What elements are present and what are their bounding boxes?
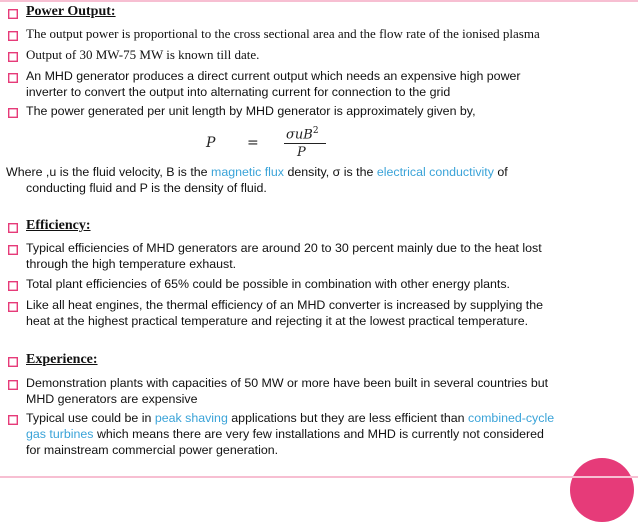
list-item-text: The power generated per unit length by MHD generator is approximately given by, [26, 104, 476, 118]
formula-lhs: P [206, 135, 216, 151]
formula-numerator [286, 126, 319, 142]
text-run: applications but they are less efficient than [227, 411, 469, 425]
text-line: through the high temperature exhaust. [26, 257, 237, 271]
efficiency-heading: Efficiency: [26, 218, 91, 233]
decorative-pink-circle [570, 458, 634, 522]
text-run: which means there are very few installations and MHD is currently not considered [93, 427, 544, 441]
formula-exponent: 2 [312, 126, 319, 136]
text-line: inverter to convert the output into alternating current for connection to the grid [26, 85, 451, 99]
formula-equals: = [247, 135, 259, 151]
text-line: for mainstream commercial power generation. [26, 443, 279, 457]
checkbox-bullet-icon [8, 243, 18, 253]
list-item-text [26, 375, 633, 407]
text-line: MHD generators are expensive [26, 392, 198, 406]
text-run: of [493, 165, 508, 179]
checkbox-bullet-icon [8, 106, 18, 116]
text-line: conducting fluid and P is the density of fluid. [26, 181, 267, 195]
checkbox-bullet-icon [8, 7, 18, 17]
bottom-rule [0, 476, 638, 478]
text-run: Where ,u is the fluid velocity, B is the [6, 165, 211, 179]
checkbox-bullet-icon [8, 29, 18, 39]
checkbox-bullet-icon [8, 221, 18, 231]
checkbox-bullet-icon [8, 413, 18, 423]
fraction-bar [284, 143, 326, 144]
top-rule [0, 0, 638, 2]
checkbox-bullet-icon [8, 355, 18, 365]
list-item-text [26, 297, 633, 329]
list-item-text: The output power is proportional to the cross sectional area and the flow rate of the ionised plasma [26, 26, 540, 41]
checkbox-bullet-icon [8, 378, 18, 388]
gas-turbines-link[interactable]: gas turbines [26, 427, 94, 441]
list-item-text [26, 410, 633, 458]
text-line: Like all heat engines, the thermal efficiency of an MHD converter is increased by supplying the [26, 298, 544, 312]
checkbox-bullet-icon [8, 279, 18, 289]
magnetic-flux-link[interactable]: magnetic flux [211, 165, 285, 179]
checkbox-bullet-icon [8, 300, 18, 310]
checkbox-bullet-icon [8, 50, 18, 60]
power-output-heading: Power Output: [26, 4, 116, 19]
list-item-text [26, 240, 633, 272]
text-run: density, σ is the [284, 165, 377, 179]
text-line: heat at the highest practical temperature and rejecting it at the lowest practical temperature. [26, 314, 529, 328]
text-run: Typical use could be in [26, 411, 155, 425]
formula-denominator: P [297, 145, 306, 160]
text-line: An MHD generator produces a direct current output which needs an expensive high power [26, 69, 521, 83]
text-line: Typical efficiencies of MHD generators are around 20 to 30 percent mainly due to the heat lost [26, 241, 542, 255]
power-formula [206, 126, 336, 160]
electrical-conductivity-link[interactable]: electrical conductivity [376, 165, 494, 179]
peak-shaving-link[interactable]: peak shaving [154, 411, 228, 425]
list-item-text: Total plant efficiencies of 65% could be possible in combination with other energy plants. [26, 277, 510, 291]
combined-cycle-link[interactable]: combined-cycle [468, 411, 555, 425]
list-item-text [26, 68, 633, 100]
formula-explanation [6, 164, 631, 196]
list-item-text: Output of 30 MW-75 MW is known till date. [26, 47, 260, 62]
formula-numerator-text: σuB [286, 127, 313, 143]
checkbox-bullet-icon [8, 71, 18, 81]
text-line: Demonstration plants with capacities of 50 MW or more have been built in several countries but [26, 376, 549, 390]
experience-heading: Experience: [26, 352, 98, 367]
